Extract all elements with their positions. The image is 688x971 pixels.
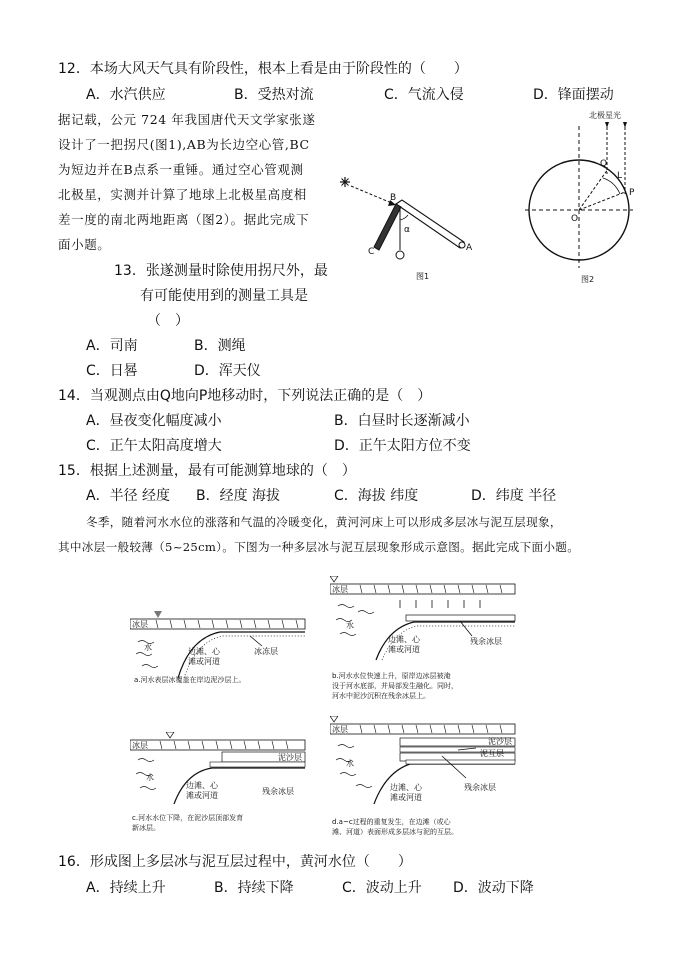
- q13-option-c: C．日晷: [86, 363, 138, 379]
- intro1-line: 面小题。: [58, 237, 111, 252]
- q15-option-a: A．半径 经度: [86, 488, 171, 504]
- residual-ice: [210, 762, 305, 767]
- caption-b-line: 没于河水底部，并局部发生融化。同时，: [332, 682, 458, 690]
- label-q: Q: [600, 159, 608, 169]
- q12-option-c: C．气流入侵: [384, 87, 464, 103]
- label-water: 水: [144, 643, 152, 652]
- residual-ice: [406, 615, 515, 621]
- caption-c-line: 新冰层。: [132, 824, 160, 832]
- tube-ab: [396, 200, 464, 248]
- q16-option-b: B．持续下降: [214, 880, 294, 896]
- label-ice: 冰层: [332, 725, 348, 734]
- label-bank2: 滩或河道: [186, 791, 218, 800]
- star-icon: [340, 177, 350, 187]
- label-bank1: 边滩、心: [390, 783, 422, 792]
- label-b: B: [390, 193, 397, 203]
- label-alpha: α: [404, 225, 410, 235]
- label-c: C: [368, 247, 375, 257]
- q15-stem: 15．根据上述测量，最有可能测算地球的（ ）: [58, 463, 356, 479]
- label-bank2: 滩或河道: [188, 657, 220, 666]
- intro2-line: 其中冰层一般较薄（5~25cm）。下图为一种多层冰与泥互层现象形成示意图。据此完成下面小题。: [58, 540, 580, 554]
- intro2-line: 冬季，随着河水水位的涨落和气温的冷暖变化，黄河河床上可以形成多层冰与泥互层现象，: [86, 515, 562, 529]
- label-p: P: [629, 188, 635, 198]
- plumb-bob: [396, 251, 404, 259]
- label-o: O: [571, 214, 579, 224]
- end-a: [459, 242, 465, 248]
- caption-c-line: c.河水水位下降，在泥沙层顶部发育: [132, 814, 244, 822]
- q15-option-d: D．纬度 半径: [471, 488, 557, 504]
- label-bank1: 边滩、心: [388, 635, 420, 644]
- label-mud: 泥沙层: [278, 753, 302, 762]
- q16-option-c: C．波动上升: [342, 880, 422, 896]
- label-mud-inter: 泥互层: [480, 749, 504, 758]
- q13-option-a: A．司南: [86, 338, 138, 354]
- water-level-marker: [166, 732, 174, 738]
- label-a: A: [466, 243, 473, 253]
- intro1-line: 据记载，公元 724 年我国唐代天文学家张遂: [58, 112, 316, 127]
- q16-option-a: A．持续上升: [86, 880, 166, 896]
- side-bc: [374, 204, 401, 250]
- label-water: 水: [346, 621, 354, 630]
- panel-d-diagram: [330, 716, 525, 838]
- q13-stem: 13．张遂测量时除使用拐尺外，最: [114, 263, 328, 279]
- label-ice: 冰层: [132, 620, 148, 629]
- label-water: 水: [346, 759, 354, 768]
- water-level-marker: [154, 611, 162, 618]
- caption-b-line: b.河水水位快速上升，原岸边冰层被淹: [332, 672, 451, 680]
- q16-stem: 16．形成图上多层冰与泥互层过程中，黄河水位（ ）: [58, 854, 412, 870]
- sight-line: [351, 186, 397, 204]
- label-residual: 残余冰层: [464, 783, 496, 792]
- q14-option-d: D．正午太阳方位不变: [334, 438, 471, 454]
- q12-option-a: A．水汽供应: [86, 87, 166, 103]
- q12-option-b: B．受热对流: [234, 87, 314, 103]
- q13-option-d: D．浑天仪: [194, 363, 261, 379]
- intro1-line: 为短边并在B点系一重锤。通过空心管观测: [58, 162, 304, 177]
- panel-b-diagram: [330, 576, 525, 710]
- water-level-marker: [330, 576, 338, 582]
- q12-stem: 12．本场大风天气具有阶段性，根本上看是由于阶段性的（ ）: [58, 61, 468, 77]
- q13-stem-cont: 有可能使用到的测量工具是: [140, 288, 308, 304]
- figure-1-diagram: [334, 168, 484, 286]
- figure-2-caption: 图2: [581, 275, 595, 284]
- residual-ice: [406, 760, 515, 764]
- intro1-line: 北极星，实测并计算了地球上北极星高度相: [58, 187, 307, 202]
- q13-option-b: B．测绳: [194, 338, 246, 354]
- caption-a: a.河水表层冰覆盖在岸边泥沙层上。: [134, 676, 246, 684]
- q15-option-c: C．海拔 纬度: [334, 488, 419, 504]
- caption-d-line: d.a~c过程的重复发生，在边滩（或心: [332, 818, 451, 826]
- intro1-line: 差一度的南北两地距离（图2）。据此完成下: [58, 212, 310, 227]
- q12-option-d: D．锋面摆动: [533, 87, 614, 103]
- panel-c-diagram: [130, 732, 320, 836]
- label-bank2: 滩或河道: [388, 645, 420, 654]
- label-ice: 冰层: [132, 741, 148, 750]
- label-ice: 冰层: [332, 585, 348, 594]
- caption-d-line: 滩、河道）表面形成多层冰与泥的互层。: [332, 828, 458, 836]
- figure-1-caption: 图1: [416, 272, 430, 281]
- q13-paren: （ ）: [147, 313, 189, 329]
- q14-stem: 14．当观测点由Q地向P地移动时，下列说法正确的是（ ）: [58, 388, 432, 404]
- water-level-marker: [330, 716, 338, 722]
- label-mud: 泥沙层: [488, 737, 512, 746]
- q14-option-c: C．正午太阳高度增大: [86, 438, 222, 454]
- label-bank1: 边滩、心: [186, 781, 218, 790]
- label-residual: 残余冰层: [262, 787, 294, 796]
- label-frozen: 冰冻层: [254, 647, 278, 656]
- label-water: 水: [146, 773, 154, 782]
- q15-option-b: B．经度 海拔: [196, 488, 281, 504]
- panel-a-diagram: [130, 610, 320, 690]
- q14-option-b: B．白昼时长逐渐减小: [334, 413, 470, 429]
- ice-layer: [130, 740, 305, 750]
- q16-option-d: D．波动下降: [453, 880, 534, 896]
- intro1-line: 设计了一把拐尺(图1),AB为长边空心管,BC: [58, 137, 310, 152]
- label-residual: 残余冰层: [470, 637, 502, 646]
- caption-b-line: 河水中泥沙沉积在残余冰层上。: [332, 692, 430, 700]
- label-bank2: 滩或河道: [390, 793, 422, 802]
- figure-2-diagram: [525, 108, 670, 286]
- figure-2-title: 北极星光: [589, 111, 621, 120]
- label-bank1: 边滩、心: [188, 647, 220, 656]
- q14-option-a: A．昼夜变化幅度减小: [86, 413, 222, 429]
- label-l: L: [617, 171, 623, 181]
